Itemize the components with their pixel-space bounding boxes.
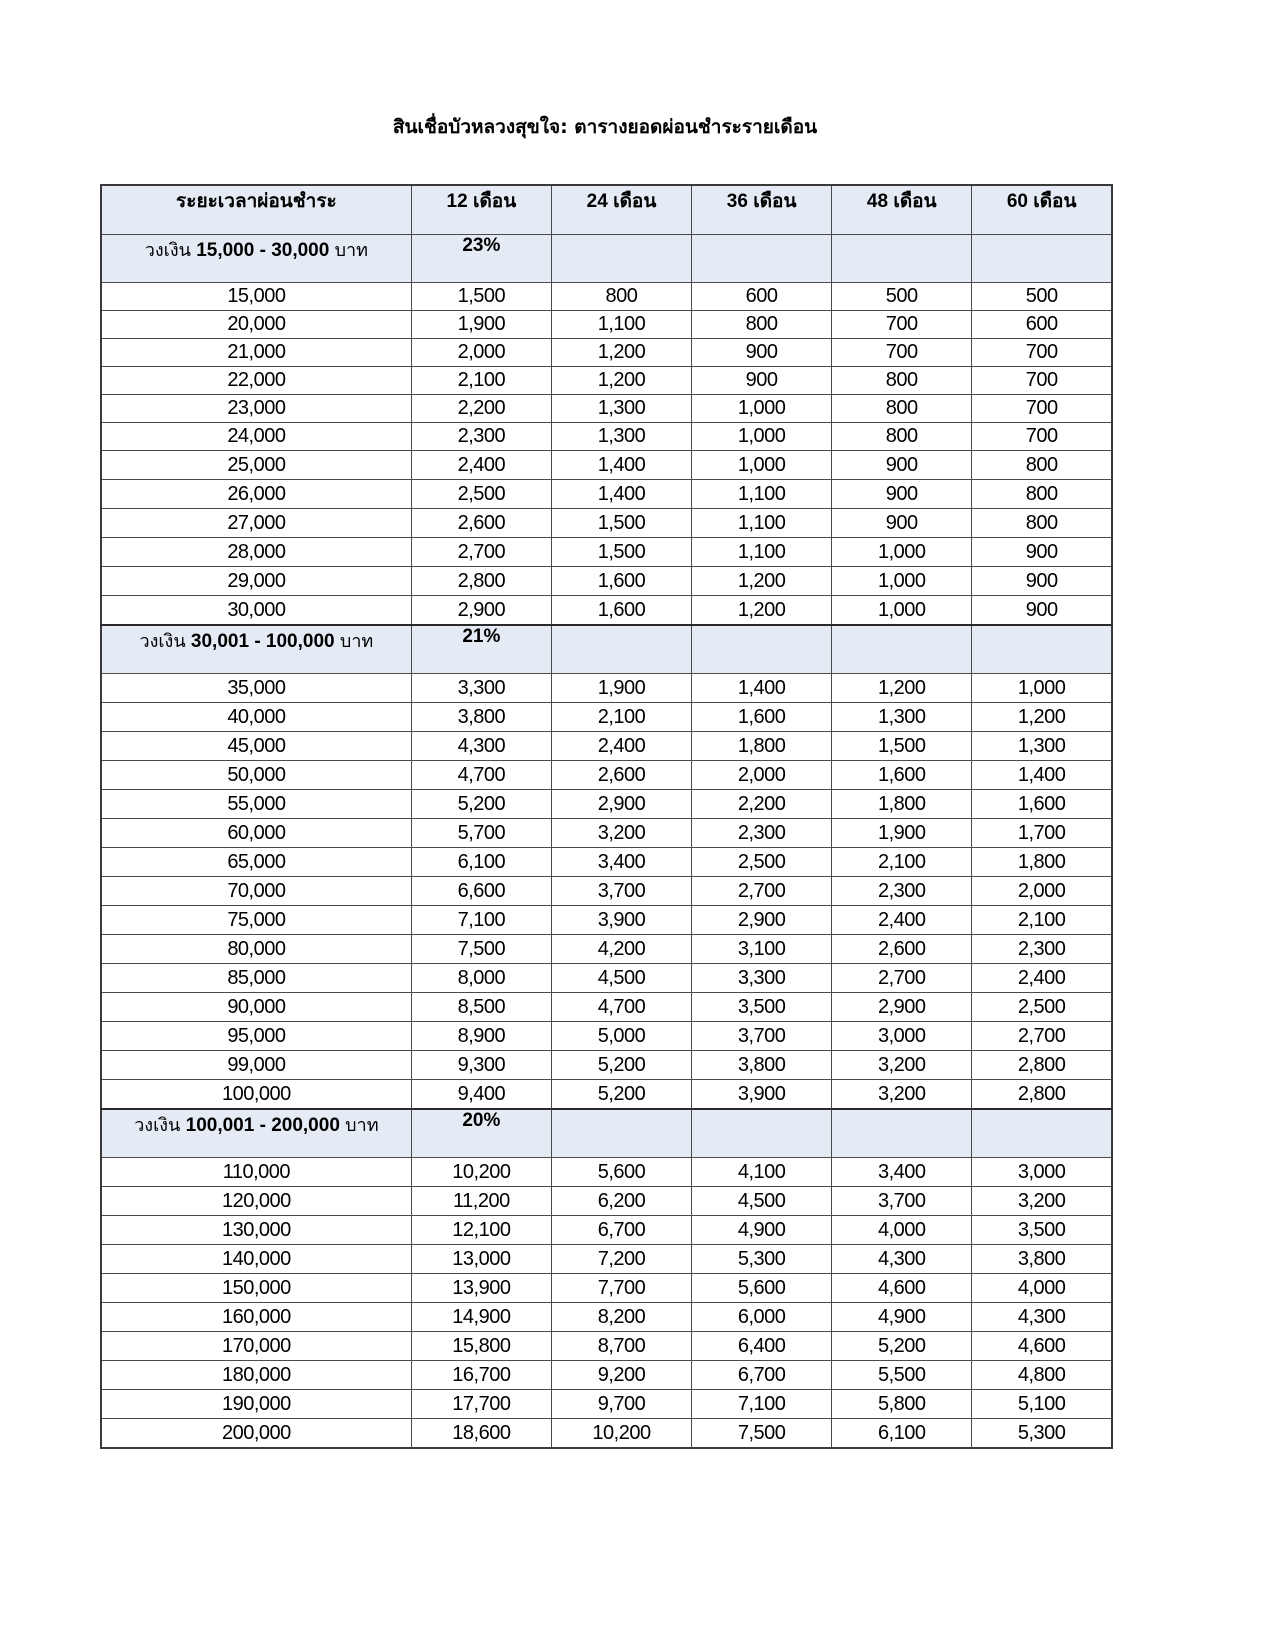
term-48-cell: 1,000 — [832, 596, 972, 626]
band-interest-rate: 21% — [411, 625, 551, 674]
term-60-cell: 800 — [972, 451, 1112, 480]
term-48-cell: 800 — [832, 367, 972, 395]
term-12-cell: 2,500 — [411, 480, 551, 509]
term-36-cell: 900 — [692, 367, 832, 395]
loan-amount-cell: 65,000 — [101, 848, 411, 877]
band-empty-cell — [972, 235, 1112, 283]
term-12-cell: 2,100 — [411, 367, 551, 395]
term-36-cell: 4,900 — [692, 1216, 832, 1245]
table-row — [101, 1216, 1112, 1245]
loan-amount-cell: 24,000 — [101, 423, 411, 451]
band-empty-cell — [692, 625, 832, 674]
loan-amount-cell: 21,000 — [101, 339, 411, 367]
term-48-cell: 800 — [832, 423, 972, 451]
loan-amount-cell: 99,000 — [101, 1051, 411, 1080]
table-row — [101, 395, 1112, 423]
term-36-cell: 1,000 — [692, 423, 832, 451]
term-24-cell: 2,400 — [551, 732, 691, 761]
term-48-cell: 700 — [832, 311, 972, 339]
band-empty-cell — [692, 235, 832, 283]
table-row — [101, 1158, 1112, 1187]
term-24-cell: 5,000 — [551, 1022, 691, 1051]
term-60-cell: 700 — [972, 367, 1112, 395]
table-row — [101, 1245, 1112, 1274]
term-24-cell: 5,200 — [551, 1051, 691, 1080]
term-48-cell: 5,500 — [832, 1361, 972, 1390]
term-60-cell: 800 — [972, 509, 1112, 538]
term-36-cell: 5,300 — [692, 1245, 832, 1274]
term-60-cell: 2,100 — [972, 906, 1112, 935]
term-60-cell: 800 — [972, 480, 1112, 509]
table-row — [101, 1361, 1112, 1390]
loan-amount-cell: 30,000 — [101, 596, 411, 626]
band-interest-rate: 20% — [411, 1109, 551, 1158]
table-row — [101, 993, 1112, 1022]
term-36-cell: 1,400 — [692, 674, 832, 703]
table-row — [101, 423, 1112, 451]
term-12-cell: 6,100 — [411, 848, 551, 877]
term-24-cell: 3,900 — [551, 906, 691, 935]
term-60-cell: 1,800 — [972, 848, 1112, 877]
band-header-row — [101, 1109, 1112, 1158]
term-60-cell: 2,400 — [972, 964, 1112, 993]
term-36-cell: 2,700 — [692, 877, 832, 906]
term-12-cell: 2,200 — [411, 395, 551, 423]
term-12-cell: 2,600 — [411, 509, 551, 538]
term-36-cell: 1,200 — [692, 596, 832, 626]
band-label — [101, 235, 411, 283]
term-48-cell: 2,600 — [832, 935, 972, 964]
term-24-cell: 1,300 — [551, 423, 691, 451]
loan-amount-cell: 15,000 — [101, 283, 411, 311]
loan-amount-cell: 200,000 — [101, 1419, 411, 1449]
term-12-cell: 1,500 — [411, 283, 551, 311]
term-24-cell: 3,200 — [551, 819, 691, 848]
loan-amount-cell: 20,000 — [101, 311, 411, 339]
loan-amount-cell: 170,000 — [101, 1332, 411, 1361]
table-row — [101, 1080, 1112, 1110]
term-36-cell: 3,800 — [692, 1051, 832, 1080]
term-12-cell: 9,400 — [411, 1080, 551, 1110]
term-12-cell: 2,700 — [411, 538, 551, 567]
term-36-cell: 1,000 — [692, 395, 832, 423]
term-48-cell: 2,300 — [832, 877, 972, 906]
term-24-cell: 7,700 — [551, 1274, 691, 1303]
table-row — [101, 703, 1112, 732]
term-36-cell: 1,600 — [692, 703, 832, 732]
term-12-cell: 3,800 — [411, 703, 551, 732]
band-range: 30,001 - 100,000 — [190, 631, 335, 652]
table-body — [101, 235, 1112, 1449]
term-24-cell: 1,200 — [551, 339, 691, 367]
table-row — [101, 819, 1112, 848]
band-range: 15,000 - 30,000 — [196, 240, 330, 261]
table-row — [101, 1303, 1112, 1332]
term-24-cell: 6,700 — [551, 1216, 691, 1245]
term-12-cell: 4,700 — [411, 761, 551, 790]
term-60-cell: 5,100 — [972, 1390, 1112, 1419]
term-12-cell: 2,800 — [411, 567, 551, 596]
term-36-cell: 2,000 — [692, 761, 832, 790]
band-prefix: วงเงิน — [139, 631, 186, 651]
term-36-cell: 1,100 — [692, 480, 832, 509]
term-24-cell: 800 — [551, 283, 691, 311]
term-36-cell: 2,300 — [692, 819, 832, 848]
term-12-cell: 13,900 — [411, 1274, 551, 1303]
table-row — [101, 906, 1112, 935]
term-36-cell: 6,400 — [692, 1332, 832, 1361]
band-interest-rate: 23% — [411, 235, 551, 283]
loan-amount-cell: 55,000 — [101, 790, 411, 819]
table-row — [101, 509, 1112, 538]
band-suffix: บาท — [334, 240, 369, 260]
term-48-cell: 2,900 — [832, 993, 972, 1022]
term-36-cell: 6,000 — [692, 1303, 832, 1332]
band-empty-cell — [551, 235, 691, 283]
loan-amount-cell: 85,000 — [101, 964, 411, 993]
band-label — [101, 625, 411, 674]
term-48-cell: 700 — [832, 339, 972, 367]
term-60-cell: 900 — [972, 596, 1112, 626]
term-60-cell: 2,500 — [972, 993, 1112, 1022]
table-row — [101, 964, 1112, 993]
term-48-cell: 1,600 — [832, 761, 972, 790]
table-row — [101, 311, 1112, 339]
term-60-cell: 2,700 — [972, 1022, 1112, 1051]
term-36-cell: 1,100 — [692, 538, 832, 567]
term-12-cell: 7,500 — [411, 935, 551, 964]
table-row — [101, 1419, 1112, 1449]
table-row — [101, 674, 1112, 703]
term-24-cell: 1,500 — [551, 509, 691, 538]
loan-amount-cell: 60,000 — [101, 819, 411, 848]
table-row — [101, 339, 1112, 367]
term-60-cell: 1,600 — [972, 790, 1112, 819]
loan-amount-cell: 35,000 — [101, 674, 411, 703]
term-12-cell: 1,900 — [411, 311, 551, 339]
term-12-cell: 4,300 — [411, 732, 551, 761]
band-empty-cell — [551, 1109, 691, 1158]
term-36-cell: 1,200 — [692, 567, 832, 596]
term-60-cell: 2,800 — [972, 1080, 1112, 1110]
term-36-cell: 3,700 — [692, 1022, 832, 1051]
term-60-cell: 2,800 — [972, 1051, 1112, 1080]
column-header-12-months: 12 เดือน — [411, 185, 551, 235]
term-48-cell: 900 — [832, 451, 972, 480]
term-24-cell: 2,900 — [551, 790, 691, 819]
band-empty-cell — [832, 235, 972, 283]
term-36-cell: 7,100 — [692, 1390, 832, 1419]
band-empty-cell — [832, 625, 972, 674]
loan-amount-cell: 130,000 — [101, 1216, 411, 1245]
term-60-cell: 3,800 — [972, 1245, 1112, 1274]
term-60-cell: 1,300 — [972, 732, 1112, 761]
term-36-cell: 5,600 — [692, 1274, 832, 1303]
table-row — [101, 1390, 1112, 1419]
term-36-cell: 4,500 — [692, 1187, 832, 1216]
column-header-term-label: ระยะเวลาผ่อนชำระ — [101, 185, 411, 235]
table-row — [101, 283, 1112, 311]
term-48-cell: 5,200 — [832, 1332, 972, 1361]
term-60-cell: 1,700 — [972, 819, 1112, 848]
column-header-36-months: 36 เดือน — [692, 185, 832, 235]
term-12-cell: 2,400 — [411, 451, 551, 480]
term-60-cell: 700 — [972, 423, 1112, 451]
term-12-cell: 8,500 — [411, 993, 551, 1022]
loan-amount-cell: 23,000 — [101, 395, 411, 423]
term-24-cell: 2,600 — [551, 761, 691, 790]
loan-amount-cell: 27,000 — [101, 509, 411, 538]
column-header-48-months: 48 เดือน — [832, 185, 972, 235]
term-60-cell: 700 — [972, 395, 1112, 423]
term-24-cell: 1,500 — [551, 538, 691, 567]
term-36-cell: 2,500 — [692, 848, 832, 877]
band-empty-cell — [972, 625, 1112, 674]
band-label — [101, 1109, 411, 1158]
term-36-cell: 800 — [692, 311, 832, 339]
page-title: สินเชื่อบัวหลวงสุขใจ: ตารางยอดผ่อนชำระรายเดือน — [392, 116, 818, 138]
term-48-cell: 1,800 — [832, 790, 972, 819]
term-48-cell: 1,200 — [832, 674, 972, 703]
term-60-cell: 3,500 — [972, 1216, 1112, 1245]
term-60-cell: 1,000 — [972, 674, 1112, 703]
term-36-cell: 3,300 — [692, 964, 832, 993]
table-row — [101, 790, 1112, 819]
table-row — [101, 1187, 1112, 1216]
term-48-cell: 2,100 — [832, 848, 972, 877]
table-row — [101, 935, 1112, 964]
term-36-cell: 3,500 — [692, 993, 832, 1022]
table-row — [101, 1051, 1112, 1080]
term-24-cell: 8,200 — [551, 1303, 691, 1332]
term-24-cell: 1,100 — [551, 311, 691, 339]
loan-amount-cell: 90,000 — [101, 993, 411, 1022]
loan-amount-cell: 70,000 — [101, 877, 411, 906]
term-48-cell: 2,400 — [832, 906, 972, 935]
loan-amount-cell: 190,000 — [101, 1390, 411, 1419]
table-row — [101, 596, 1112, 626]
term-24-cell: 2,100 — [551, 703, 691, 732]
term-60-cell: 1,200 — [972, 703, 1112, 732]
table-row — [101, 480, 1112, 509]
band-prefix: วงเงิน — [144, 240, 191, 260]
term-60-cell: 2,300 — [972, 935, 1112, 964]
table-row — [101, 451, 1112, 480]
term-24-cell: 4,200 — [551, 935, 691, 964]
term-60-cell: 4,600 — [972, 1332, 1112, 1361]
table-row — [101, 732, 1112, 761]
monthly-payment-table — [100, 184, 1113, 1449]
term-12-cell: 13,000 — [411, 1245, 551, 1274]
term-24-cell: 5,200 — [551, 1080, 691, 1110]
term-48-cell: 5,800 — [832, 1390, 972, 1419]
term-36-cell: 6,700 — [692, 1361, 832, 1390]
loan-amount-cell: 110,000 — [101, 1158, 411, 1187]
table-row — [101, 877, 1112, 906]
term-60-cell: 900 — [972, 538, 1112, 567]
term-48-cell: 1,000 — [832, 567, 972, 596]
term-24-cell: 4,500 — [551, 964, 691, 993]
term-48-cell: 4,300 — [832, 1245, 972, 1274]
term-60-cell: 4,000 — [972, 1274, 1112, 1303]
column-header-24-months: 24 เดือน — [551, 185, 691, 235]
term-48-cell: 3,200 — [832, 1080, 972, 1110]
table-header-row — [101, 185, 1112, 235]
term-24-cell: 1,300 — [551, 395, 691, 423]
term-12-cell: 8,000 — [411, 964, 551, 993]
term-12-cell: 5,200 — [411, 790, 551, 819]
table-row — [101, 761, 1112, 790]
loan-amount-cell: 50,000 — [101, 761, 411, 790]
term-48-cell: 3,200 — [832, 1051, 972, 1080]
term-60-cell: 700 — [972, 339, 1112, 367]
term-12-cell: 10,200 — [411, 1158, 551, 1187]
loan-amount-cell: 75,000 — [101, 906, 411, 935]
term-60-cell: 900 — [972, 567, 1112, 596]
band-empty-cell — [972, 1109, 1112, 1158]
term-36-cell: 900 — [692, 339, 832, 367]
term-48-cell: 3,400 — [832, 1158, 972, 1187]
loan-amount-cell: 160,000 — [101, 1303, 411, 1332]
term-12-cell: 3,300 — [411, 674, 551, 703]
term-24-cell: 1,600 — [551, 596, 691, 626]
term-36-cell: 2,200 — [692, 790, 832, 819]
band-suffix: บาท — [345, 1115, 379, 1135]
term-12-cell: 11,200 — [411, 1187, 551, 1216]
term-36-cell: 1,100 — [692, 509, 832, 538]
band-empty-cell — [692, 1109, 832, 1158]
term-48-cell: 6,100 — [832, 1419, 972, 1449]
term-12-cell: 2,900 — [411, 596, 551, 626]
term-48-cell: 500 — [832, 283, 972, 311]
table-row — [101, 367, 1112, 395]
loan-amount-cell: 95,000 — [101, 1022, 411, 1051]
term-36-cell: 4,100 — [692, 1158, 832, 1187]
term-12-cell: 6,600 — [411, 877, 551, 906]
loan-amount-cell: 80,000 — [101, 935, 411, 964]
term-36-cell: 1,000 — [692, 451, 832, 480]
term-60-cell: 3,200 — [972, 1187, 1112, 1216]
term-60-cell: 600 — [972, 311, 1112, 339]
term-12-cell: 5,700 — [411, 819, 551, 848]
term-48-cell: 900 — [832, 480, 972, 509]
term-12-cell: 12,100 — [411, 1216, 551, 1245]
loan-amount-cell: 26,000 — [101, 480, 411, 509]
term-12-cell: 15,800 — [411, 1332, 551, 1361]
loan-amount-cell: 25,000 — [101, 451, 411, 480]
table-row — [101, 538, 1112, 567]
band-suffix: บาท — [339, 631, 374, 651]
table-row — [101, 848, 1112, 877]
term-60-cell: 4,800 — [972, 1361, 1112, 1390]
term-60-cell: 2,000 — [972, 877, 1112, 906]
term-12-cell: 9,300 — [411, 1051, 551, 1080]
term-24-cell: 5,600 — [551, 1158, 691, 1187]
term-48-cell: 1,900 — [832, 819, 972, 848]
loan-amount-cell: 180,000 — [101, 1361, 411, 1390]
term-48-cell: 4,000 — [832, 1216, 972, 1245]
term-24-cell: 10,200 — [551, 1419, 691, 1449]
term-12-cell: 17,700 — [411, 1390, 551, 1419]
loan-amount-cell: 45,000 — [101, 732, 411, 761]
term-24-cell: 4,700 — [551, 993, 691, 1022]
term-48-cell: 1,000 — [832, 538, 972, 567]
term-48-cell: 800 — [832, 395, 972, 423]
band-header-row — [101, 625, 1112, 674]
term-24-cell: 8,700 — [551, 1332, 691, 1361]
loan-amount-cell: 29,000 — [101, 567, 411, 596]
term-24-cell: 1,400 — [551, 451, 691, 480]
term-12-cell: 2,300 — [411, 423, 551, 451]
table-row — [101, 567, 1112, 596]
band-range: 100,001 - 200,000 — [185, 1115, 340, 1136]
term-48-cell: 900 — [832, 509, 972, 538]
term-48-cell: 3,000 — [832, 1022, 972, 1051]
term-48-cell: 2,700 — [832, 964, 972, 993]
term-24-cell: 9,700 — [551, 1390, 691, 1419]
term-24-cell: 1,600 — [551, 567, 691, 596]
term-48-cell: 1,300 — [832, 703, 972, 732]
term-24-cell: 3,400 — [551, 848, 691, 877]
term-12-cell: 7,100 — [411, 906, 551, 935]
term-48-cell: 4,600 — [832, 1274, 972, 1303]
term-48-cell: 1,500 — [832, 732, 972, 761]
term-36-cell: 1,800 — [692, 732, 832, 761]
term-24-cell: 1,400 — [551, 480, 691, 509]
term-12-cell: 8,900 — [411, 1022, 551, 1051]
term-24-cell: 9,200 — [551, 1361, 691, 1390]
term-48-cell: 4,900 — [832, 1303, 972, 1332]
band-empty-cell — [551, 625, 691, 674]
term-60-cell: 500 — [972, 283, 1112, 311]
term-60-cell: 1,400 — [972, 761, 1112, 790]
term-36-cell: 3,100 — [692, 935, 832, 964]
loan-amount-cell: 140,000 — [101, 1245, 411, 1274]
loan-amount-cell: 22,000 — [101, 367, 411, 395]
term-36-cell: 3,900 — [692, 1080, 832, 1110]
term-36-cell: 600 — [692, 283, 832, 311]
term-36-cell: 2,900 — [692, 906, 832, 935]
term-24-cell: 3,700 — [551, 877, 691, 906]
term-60-cell: 4,300 — [972, 1303, 1112, 1332]
loan-amount-cell: 120,000 — [101, 1187, 411, 1216]
loan-amount-cell: 28,000 — [101, 538, 411, 567]
table-row — [101, 1274, 1112, 1303]
term-12-cell: 18,600 — [411, 1419, 551, 1449]
loan-amount-cell: 40,000 — [101, 703, 411, 732]
table-row — [101, 1332, 1112, 1361]
band-prefix: วงเงิน — [134, 1115, 181, 1135]
term-12-cell: 14,900 — [411, 1303, 551, 1332]
term-12-cell: 2,000 — [411, 339, 551, 367]
term-12-cell: 16,700 — [411, 1361, 551, 1390]
band-header-row — [101, 235, 1112, 283]
term-24-cell: 1,200 — [551, 367, 691, 395]
term-24-cell: 6,200 — [551, 1187, 691, 1216]
term-36-cell: 7,500 — [692, 1419, 832, 1449]
band-empty-cell — [832, 1109, 972, 1158]
column-header-60-months: 60 เดือน — [972, 185, 1112, 235]
term-48-cell: 3,700 — [832, 1187, 972, 1216]
term-24-cell: 1,900 — [551, 674, 691, 703]
term-60-cell: 5,300 — [972, 1419, 1112, 1449]
loan-amount-cell: 150,000 — [101, 1274, 411, 1303]
term-24-cell: 7,200 — [551, 1245, 691, 1274]
loan-amount-cell: 100,000 — [101, 1080, 411, 1110]
term-60-cell: 3,000 — [972, 1158, 1112, 1187]
table-row — [101, 1022, 1112, 1051]
